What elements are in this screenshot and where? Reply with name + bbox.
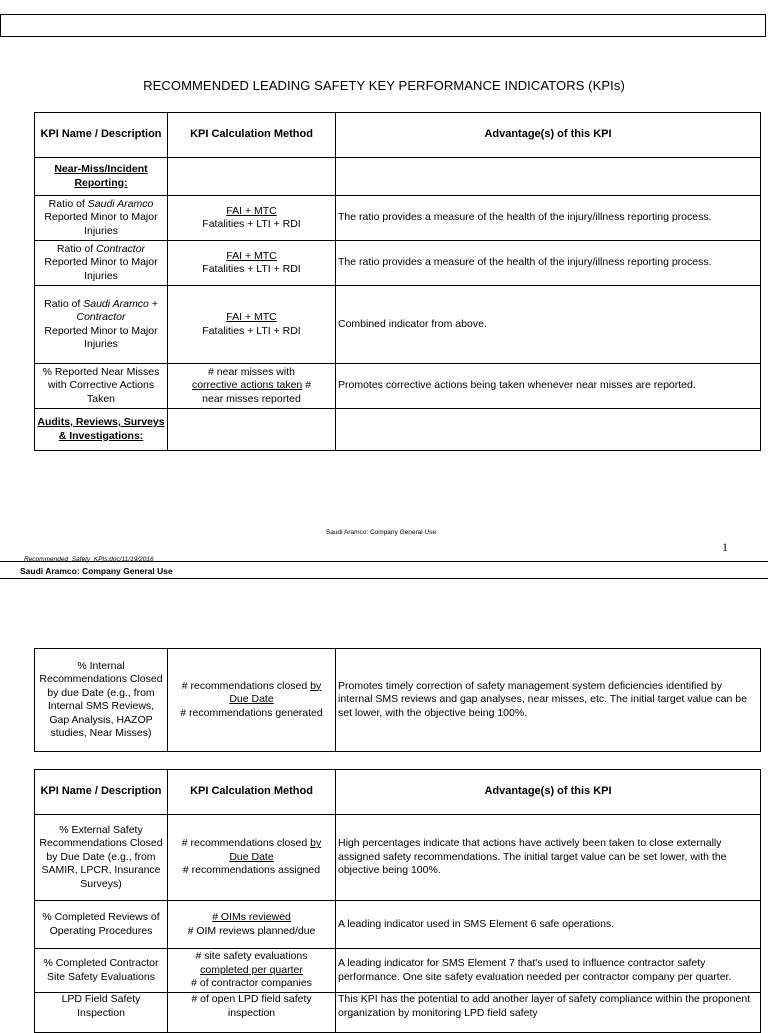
calc-denominator: Fatalities + LTI + RDI: [202, 218, 301, 230]
calc-line1: # site safety evaluations: [195, 950, 308, 963]
calc-cell: [168, 649, 336, 752]
calc-line3: # recommendations generated: [180, 706, 323, 719]
calc-line2: inspection: [227, 1006, 276, 1019]
kpi-name-pre: Ratio of: [56, 242, 97, 255]
kpi-name-cell: % Completed Contractor Site Safety Evaluations: [35, 949, 168, 993]
empty-cell: [168, 158, 336, 196]
calc-cell: [168, 286, 336, 364]
page-number: 1: [722, 540, 728, 554]
table-row: [35, 286, 761, 364]
table-row: [35, 364, 761, 409]
calc-line1: # near misses with: [208, 365, 295, 378]
table-row: [35, 949, 761, 993]
advantage-cell: A leading indicator used in SMS Element 6 safe operations.: [336, 901, 761, 949]
calc-line1-underlined: by: [310, 837, 322, 850]
calc-denominator: # OIM reviews planned/due: [187, 924, 316, 937]
section-label-near-miss: [35, 158, 168, 196]
kpi-table-page2-top: [34, 648, 761, 752]
header-calc-method: KPI Calculation Method: [168, 113, 336, 158]
calc-line1-pre: # recommendations closed: [181, 679, 311, 692]
empty-cell: [336, 409, 761, 451]
section-row-near-miss: [35, 158, 761, 196]
calc-line3: # of contractor companies: [191, 977, 312, 990]
page-divider-bottom: [0, 578, 768, 579]
kpi-name-cell: % Internal Recommendations Closed by due Date (e.g., from Internal SMS Reviews, Gap Analysis, HAZOP studies, Near Misses): [35, 649, 168, 752]
calc-line2: Due Date: [229, 850, 274, 863]
calc-line1-underlined: by: [310, 679, 322, 692]
section-near-miss-text: Near-Miss/Incident Reporting:: [54, 163, 148, 189]
advantage-cell: Promotes corrective actions being taken whenever near misses are reported.: [336, 364, 761, 409]
kpi-name-pre: Ratio of: [44, 297, 84, 310]
page-divider-top: [0, 561, 768, 562]
footer-center-text: Saudi Aramco: Company General Use: [325, 529, 437, 536]
table-row: [35, 241, 761, 286]
kpi-name-italic: Contractor: [96, 242, 146, 255]
calc-cell: [168, 901, 336, 949]
advantage-cell: Combined indicator from above.: [336, 286, 761, 364]
advantage-cell: The ratio provides a measure of the health of the injury/illness reporting process.: [336, 241, 761, 286]
kpi-name-cell: % Reported Near Misses with Corrective Actions Taken: [35, 364, 168, 409]
calc-numerator: FAI + MTC: [226, 249, 277, 262]
calc-cell: [168, 364, 336, 409]
calc-line2: completed per quarter: [200, 963, 303, 976]
calc-cell: [168, 993, 336, 1033]
calc-cell: [168, 196, 336, 241]
calc-numerator: FAI + MTC: [226, 311, 277, 323]
header-box: [0, 14, 766, 37]
kpi-name-post: Reported Minor to Major Injuries: [44, 324, 158, 350]
section-label-audits: [35, 409, 168, 451]
empty-cell: [336, 158, 761, 196]
advantage-cell: Promotes timely correction of safety management system deficiencies identified by internal SMS reviews and gap analyses, near misses, etc. The initial target value can be set lower, with the objective being 100%.: [336, 649, 761, 752]
doc-reference: Recommended_Safety_KPIs.doc/11/19/2016: [24, 556, 154, 563]
calc-denominator: Fatalities + LTI + RDI: [202, 324, 301, 337]
header-calc-method: KPI Calculation Method: [168, 770, 336, 815]
table-row: [35, 993, 761, 1033]
calc-numerator: # OIMs reviewed: [212, 911, 291, 923]
calc-line3: # recommendations assigned: [182, 864, 321, 877]
page-title: RECOMMENDED LEADING SAFETY KEY PERFORMANCE INDICATORS (KPIs): [143, 78, 625, 93]
advantage-cell: This KPI has the potential to add another layer of safety compliance within the proponent organization by monitoring LPD field safety: [336, 993, 761, 1033]
kpi-name-cell: [35, 241, 168, 286]
calc-line3: near misses reported: [202, 392, 301, 405]
calc-numerator: FAI + MTC: [226, 204, 277, 217]
kpi-name-italic: Saudi Aramco + Contractor: [76, 297, 158, 323]
calc-denominator: Fatalities + LTI + RDI: [202, 263, 301, 275]
table-header-row: [35, 113, 761, 158]
kpi-name-cell: % External Safety Recommendations Closed by Due Date (e.g., from SAMIR, LPCR, Insurance Surveys): [35, 815, 168, 901]
table-header-row: [35, 770, 761, 815]
kpi-name-cell: LPD Field Safety Inspection: [35, 993, 168, 1033]
kpi-name-post: Reported Minor to Major Injuries: [44, 211, 158, 237]
header-advantages: Advantage(s) of this KPI: [336, 770, 761, 815]
kpi-table-page1: [34, 112, 761, 451]
calc-hash: #: [305, 379, 312, 392]
kpi-name-italic: Saudi Aramco: [87, 197, 154, 210]
table-row: [35, 901, 761, 949]
section-audits-text: Audits, Reviews, Surveys & Investigations:: [37, 416, 165, 442]
header-advantages: Advantage(s) of this KPI: [336, 113, 761, 158]
kpi-name-cell: [35, 286, 168, 364]
advantage-cell: A leading indicator for SMS Element 7 that's used to influence contractor safety performance. One site safety evaluation needed per contractor company per quarter.: [336, 949, 761, 993]
section-row-audits: [35, 409, 761, 451]
calc-cell: [168, 815, 336, 901]
calc-cell: [168, 949, 336, 993]
footer-company-label: Saudi Aramco: Company General Use: [20, 566, 173, 576]
empty-cell: [168, 409, 336, 451]
calc-line2: corrective actions taken: [191, 379, 303, 392]
calc-line1: # of open LPD field safety: [191, 993, 312, 1005]
table-row: [35, 196, 761, 241]
advantage-cell: The ratio provides a measure of the health of the injury/illness reporting process.: [336, 196, 761, 241]
kpi-name-pre: Ratio of: [48, 197, 88, 210]
table-row: [35, 649, 761, 752]
kpi-table-page2: [34, 769, 761, 1033]
calc-cell: [168, 241, 336, 286]
header-kpi-name: KPI Name / Description: [35, 770, 168, 815]
kpi-name-cell: [35, 196, 168, 241]
kpi-name-cell: % Completed Reviews of Operating Procedures: [35, 901, 168, 949]
header-kpi-name: KPI Name / Description: [35, 113, 168, 158]
table-row: [35, 815, 761, 901]
kpi-name-post: Reported Minor to Major Injuries: [44, 256, 158, 282]
calc-line2: Due Date: [229, 693, 274, 706]
advantage-cell: High percentages indicate that actions have actively been taken to close externally assigned safety recommendations. The initial target value can be set lower, with the objective being 100%.: [336, 815, 761, 901]
calc-line1-pre: # recommendations closed: [181, 837, 311, 850]
